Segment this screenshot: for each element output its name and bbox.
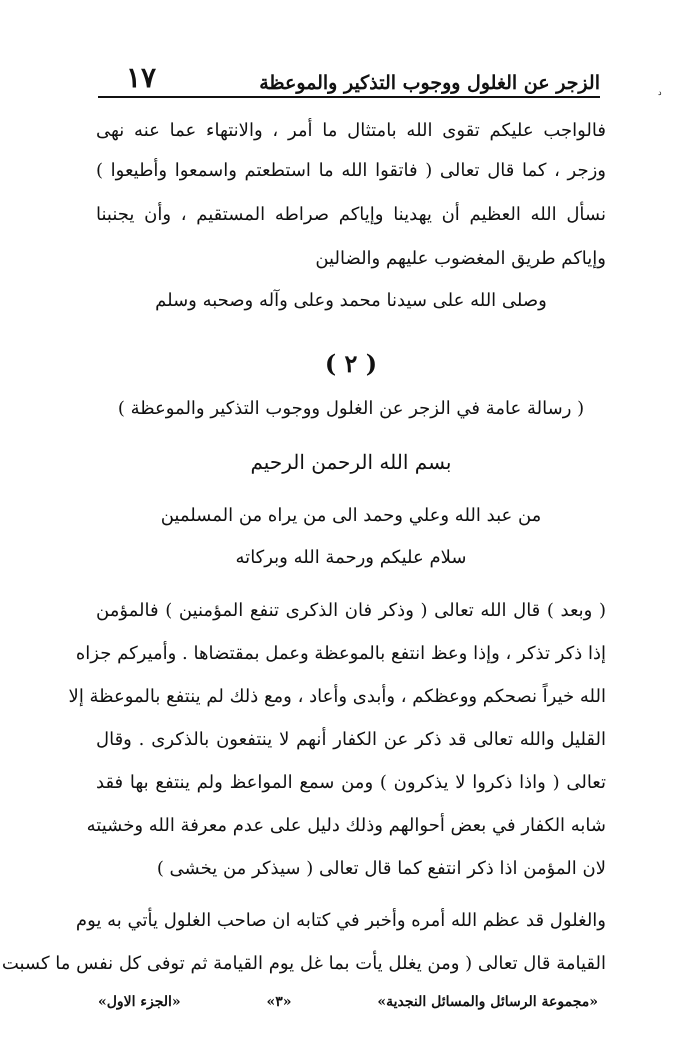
page-header bbox=[98, 58, 600, 94]
text-line: فالواجب عليكم تقوى الله بامتثال ما أمر ، والانتهاء عما عنه نهى bbox=[96, 120, 606, 141]
footer-volume: «الجزء الاول» bbox=[98, 994, 181, 1010]
text-line: الله خيراً نصحكم ووعظكم ، وأبدى وأعاد ، ومع ذلك لم ينتفع بالموعظة إلا bbox=[68, 686, 606, 707]
text-line: القيامة قال تعالى ( ومن يغلل يأت بما غل يوم القيامة ثم توفى كل نفس ما كسبت bbox=[1, 953, 606, 974]
footer-sheet-number: «٣» bbox=[266, 994, 292, 1010]
text-line: والغلول قد عظم الله أمره وأخبر في كتابه ان صاحب الغلول يأتي به يوم bbox=[75, 910, 606, 931]
text-line: إذا ذكر تذكر ، وإذا وعظ انتفع بالموعظة وعمل بمقتضاها . وأميركم جزاه bbox=[75, 643, 606, 664]
basmala: بسم الله الرحمن الرحيم bbox=[250, 450, 452, 474]
text-line: لان المؤمن اذا ذكر انتفع كما قال تعالى ( سيذكر من يخشى ) bbox=[156, 858, 606, 879]
text-line: القليل والله تعالى قد ذكر عن الكفار أنهم لا ينتفعون بالذكرى . وقال bbox=[96, 729, 606, 750]
section-number: ( ٢ ) bbox=[324, 349, 378, 378]
text-line: شابه الكفار في بعض أحوالهم وذلك دليل على عدم معرفة الله وخشيته bbox=[86, 815, 606, 836]
running-title: الزجر عن الغلول ووجوب التذكير والموعظة bbox=[259, 72, 600, 94]
page-number: ١٧ bbox=[126, 61, 157, 94]
header-rule bbox=[98, 96, 600, 98]
salutation-line: من عبد الله وعلي وحمد الى من يراه من المسلمين bbox=[160, 505, 542, 526]
text-line: نسأل الله العظيم أن يهدينا وإياكم صراطه المستقيم ، وأن يجنبنا bbox=[96, 204, 606, 225]
greeting-line: سلام عليكم ورحمة الله وبركاته bbox=[235, 547, 467, 568]
footer-collection: «مجموعة الرسائل والمسائل النجدية» bbox=[377, 994, 598, 1010]
section-title: ( رسالة عامة في الزجر عن الغلول ووجوب التذكير والموعظة ) bbox=[117, 398, 585, 419]
text-line: وإياكم طريق المغضوب عليهم والضالين bbox=[315, 248, 606, 269]
page-footer bbox=[98, 994, 598, 1010]
text-line: وصلى الله على سيدنا محمد وعلى وآله وصحبه وسلم bbox=[155, 290, 547, 311]
text-line: تعالى ( واذا ذكروا لا يذكرون ) ومن سمع المواعظ ولم ينتفع بها فقد bbox=[96, 772, 606, 793]
text-line: وزجر ، كما قال تعالى ( فاتقوا الله ما استطعتم واسمعوا وأطيعوا ) bbox=[96, 160, 606, 181]
edge-mark: د bbox=[658, 88, 662, 97]
text-line: ( وبعد ) قال الله تعالى ( وذكر فان الذكرى تنفع المؤمنين ) فالمؤمن bbox=[96, 600, 606, 621]
